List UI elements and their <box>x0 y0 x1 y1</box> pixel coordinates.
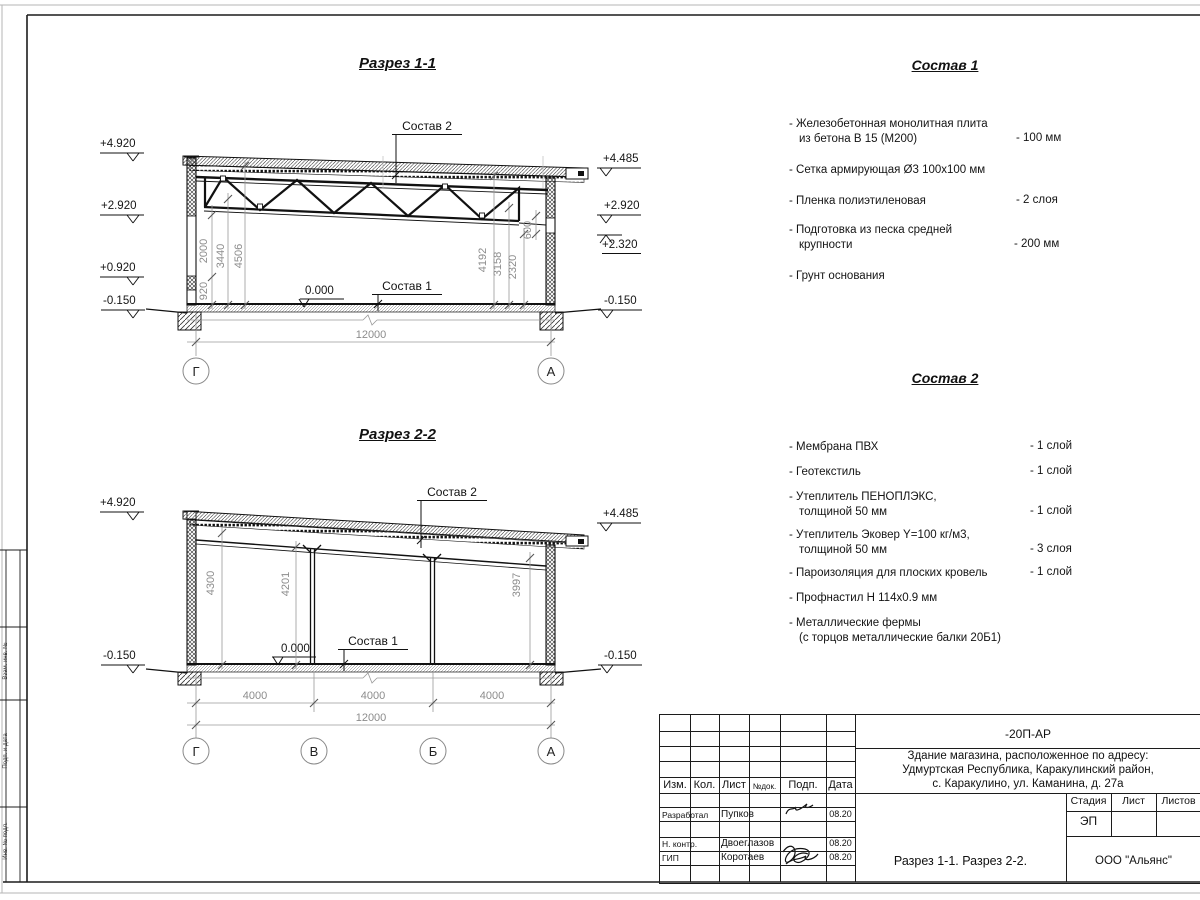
dim-4000-3: 4000 <box>479 690 505 702</box>
dim-12000-s2: 12000 <box>355 712 387 724</box>
elev-l4-s1: -0.150 <box>103 295 136 307</box>
object-address-3: с. Каракулино, ул. Каманина, д. 27а <box>932 778 1124 790</box>
zero-level-s1: 0.000 <box>305 285 334 297</box>
sostav1-title: Состав 1 <box>911 57 979 73</box>
zero-level-s2: 0.000 <box>281 643 310 655</box>
list-item: - Утеплитель Эковер Y=100 кг/м3, толщиной 50 мм <box>789 529 970 556</box>
axis-bubble-g-s2: Г <box>192 744 200 759</box>
axis-bubble-a-s1: А <box>546 364 556 379</box>
list-item: - Профнастил Н 114х0.9 мм <box>789 592 938 604</box>
list-value: - 1 слой <box>1030 440 1073 452</box>
col-ndok: №док. <box>752 782 777 791</box>
col-izm: Изм. <box>663 779 687 791</box>
elev-l3-s1: +0.920 <box>100 262 136 274</box>
dim-2000: 2000 <box>198 238 210 264</box>
axis-bubble-a-s2: А <box>546 744 556 759</box>
list-value: - 3 слоя <box>1030 543 1072 555</box>
callout-sostav2-s2: Состав 2 <box>417 485 487 501</box>
col-data: Дата <box>828 779 853 791</box>
elev-r1-s1: +4.485 <box>603 153 639 165</box>
dim-4506: 4506 <box>233 243 245 269</box>
section-1-1-drawing <box>100 134 642 384</box>
list-value: - 1 слой <box>1030 465 1073 477</box>
elev-r2-s1: +2.920 <box>604 200 640 212</box>
dim-4300: 4300 <box>205 570 217 596</box>
list-item: - Утеплитель ПЕНОПЛЭКС, толщиной 50 мм <box>789 491 937 518</box>
section-2-2-title: Разрез 2-2 <box>358 426 436 443</box>
elev-l2-s1: +2.920 <box>101 200 137 212</box>
dim-4000-2: 4000 <box>360 690 386 702</box>
roof-truss <box>196 176 548 225</box>
list-item: - Подготовка из песка средней крупности <box>789 224 953 251</box>
list-value: - 2 слоя <box>1016 194 1058 206</box>
dim-12000-s1: 12000 <box>355 329 387 341</box>
list-item: - Металлические фермы (с торцов металлические балки 20Б1) <box>789 617 1001 644</box>
section-1-1-title: Разрез 1-1 <box>358 55 436 72</box>
list-item: - Пароизоляция для плоских кровель <box>789 567 988 579</box>
dim-920: 920 <box>198 281 210 301</box>
sostav2-title: Состав 2 <box>911 370 979 386</box>
sheet-title: Разрез 1-1. Разрез 2-2. <box>893 854 1028 868</box>
row-date: 08.20 <box>829 809 852 819</box>
list-value: - 1 слой <box>1030 566 1073 578</box>
doc-code: -20П-АР <box>1005 727 1051 741</box>
section-2-2-drawing <box>100 500 642 764</box>
list-value: - 1 слой <box>1030 505 1073 517</box>
callout-sostav2-s1: Состав 2 <box>392 119 462 135</box>
side-stamp-label: Подп. и дата <box>3 733 9 769</box>
row-role: ГИП <box>662 853 679 863</box>
company-name: ООО "Альянс" <box>1095 855 1172 867</box>
sheets-header: Листов <box>1161 795 1196 807</box>
dim-3158: 3158 <box>492 251 504 277</box>
list-value: - 200 мм <box>1014 238 1060 250</box>
list-item: - Грунт основания <box>789 270 885 282</box>
row-date: 08.20 <box>829 838 852 848</box>
stage-value: ЭП <box>1079 814 1098 828</box>
elev-l1-s2: +4.920 <box>100 497 136 509</box>
sheet-header: Лист <box>1122 795 1145 807</box>
axis-bubble-g-s1: Г <box>192 364 200 379</box>
col-podp: Подп. <box>788 779 818 791</box>
row-role: Разработал <box>662 810 709 820</box>
elev-r1-s2: +4.485 <box>603 508 639 520</box>
row-date: 08.20 <box>829 852 852 862</box>
title-block <box>659 714 1200 884</box>
row-name: Двоеглазов <box>721 838 775 849</box>
dim-3997: 3997 <box>511 572 523 598</box>
dim-600: 600 <box>522 220 534 240</box>
col-list: Лист <box>722 779 746 791</box>
dim-4000-1: 4000 <box>242 690 268 702</box>
stage-header: Стадия <box>1070 795 1107 807</box>
elev-r4-s2: -0.150 <box>604 650 637 662</box>
dim-4201: 4201 <box>280 571 292 597</box>
axis-bubble-b-s2: Б <box>428 744 438 759</box>
row-name: Пупков <box>721 809 754 820</box>
object-address-1: Здание магазина, расположенное по адресу: <box>907 750 1149 762</box>
elev-r3-s1: +2.320 <box>602 239 641 254</box>
row-name: Коротаев <box>721 852 765 863</box>
dim-2320: 2320 <box>507 254 519 280</box>
callout-sostav1-s1: Состав 1 <box>372 279 442 295</box>
object-address-2: Удмуртская Республика, Каракулинский район, <box>902 764 1154 776</box>
elev-l4-s2: -0.150 <box>103 650 136 662</box>
side-stamp-label: Инв. № подл. <box>3 822 9 860</box>
list-item: - Железобетонная монолитная плита из бетона В 15 (М200) <box>789 118 988 145</box>
list-item: - Сетка армирующая Ø3 100х100 мм <box>789 164 986 176</box>
list-value: - 100 мм <box>1016 132 1062 144</box>
dim-4192: 4192 <box>477 247 489 273</box>
dim-3440: 3440 <box>215 243 227 269</box>
side-stamp-label: Взам. инв. № <box>3 642 9 680</box>
list-item: - Мембрана ПВХ <box>789 441 879 453</box>
row-role: Н. контр. <box>662 839 698 849</box>
callout-sostav1-s2: Состав 1 <box>338 634 408 650</box>
list-item: - Пленка полиэтиленовая <box>789 195 926 207</box>
elev-l1-s1: +4.920 <box>100 138 136 150</box>
list-item: - Геотекстиль <box>789 466 861 478</box>
axis-bubble-v-s2: В <box>309 744 319 759</box>
elev-r4-s1: -0.150 <box>604 295 637 307</box>
col-kol: Кол. <box>693 779 716 791</box>
